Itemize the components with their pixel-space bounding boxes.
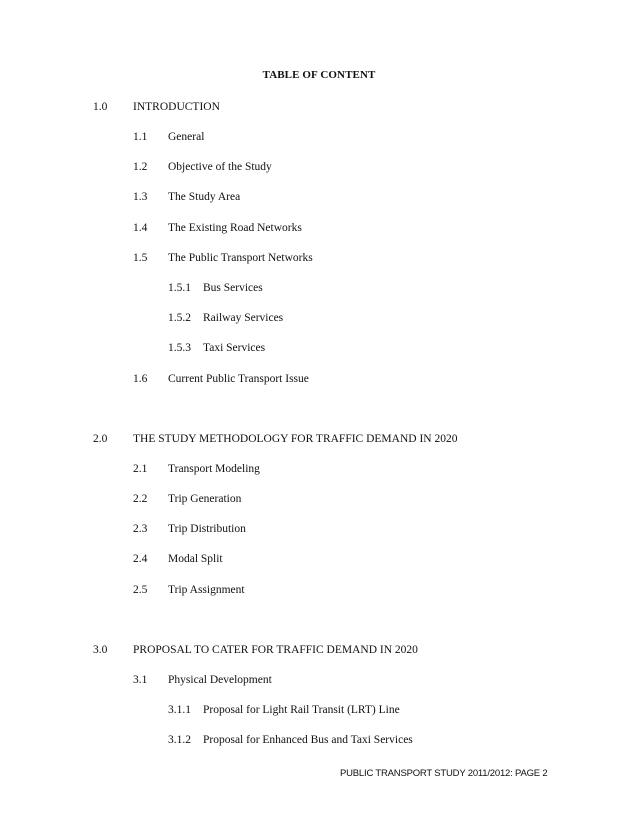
- toc-number: 2.5: [133, 584, 148, 596]
- toc-number: 2.2: [133, 493, 148, 505]
- toc-number: 3.1.2: [168, 734, 191, 746]
- toc-number: 3.0: [93, 644, 108, 656]
- toc-label: Modal Split: [168, 553, 223, 565]
- toc-number: 2.1: [133, 463, 148, 475]
- toc-number: 1.5.3: [168, 342, 191, 354]
- toc-number: 1.6: [133, 373, 148, 385]
- toc-number: 3.1.1: [168, 704, 191, 716]
- toc-label: Bus Services: [203, 282, 263, 294]
- toc-label: Trip Distribution: [168, 523, 246, 535]
- toc-label: Railway Services: [203, 312, 284, 324]
- toc-number: 2.0: [93, 433, 108, 445]
- toc-number: 1.4: [133, 222, 148, 234]
- toc-label: THE STUDY METHODOLOGY FOR TRAFFIC DEMAND IN 2020: [133, 433, 458, 445]
- toc-label: The Study Area: [168, 191, 241, 203]
- toc-label: The Public Transport Networks: [168, 252, 313, 264]
- toc-label: Physical Development: [168, 674, 272, 686]
- toc-number: 1.3: [133, 191, 148, 203]
- toc-number: 1.0: [93, 101, 108, 113]
- page-title: TABLE OF CONTENT: [262, 69, 376, 81]
- toc-label: Objective of the Study: [168, 161, 272, 173]
- toc-label: Transport Modeling: [168, 463, 260, 475]
- toc-label: General: [168, 131, 205, 143]
- toc-label: INTRODUCTION: [133, 101, 220, 113]
- toc-label: Current Public Transport Issue: [168, 373, 309, 385]
- toc-number: 1.1: [133, 131, 148, 143]
- toc-label: PROPOSAL TO CATER FOR TRAFFIC DEMAND IN 2020: [133, 644, 418, 656]
- toc-number: 1.2: [133, 161, 148, 173]
- toc-label: The Existing Road Networks: [168, 222, 302, 234]
- toc-number: 1.5.1: [168, 282, 191, 294]
- toc-label: Taxi Services: [203, 342, 266, 354]
- toc-label: Trip Assignment: [168, 584, 245, 596]
- page-footer: PUBLIC TRANSPORT STUDY 2011/2012: PAGE 2: [340, 768, 548, 779]
- toc-number: 2.4: [133, 553, 148, 565]
- toc-number: 1.5.2: [168, 312, 191, 324]
- toc-label: Proposal for Light Rail Transit (LRT) Line: [203, 704, 400, 716]
- toc-number: 2.3: [133, 523, 148, 535]
- toc-label: Proposal for Enhanced Bus and Taxi Services: [203, 734, 413, 746]
- toc-label: Trip Generation: [168, 493, 242, 505]
- toc-number: 1.5: [133, 252, 148, 264]
- toc-number: 3.1: [133, 674, 148, 686]
